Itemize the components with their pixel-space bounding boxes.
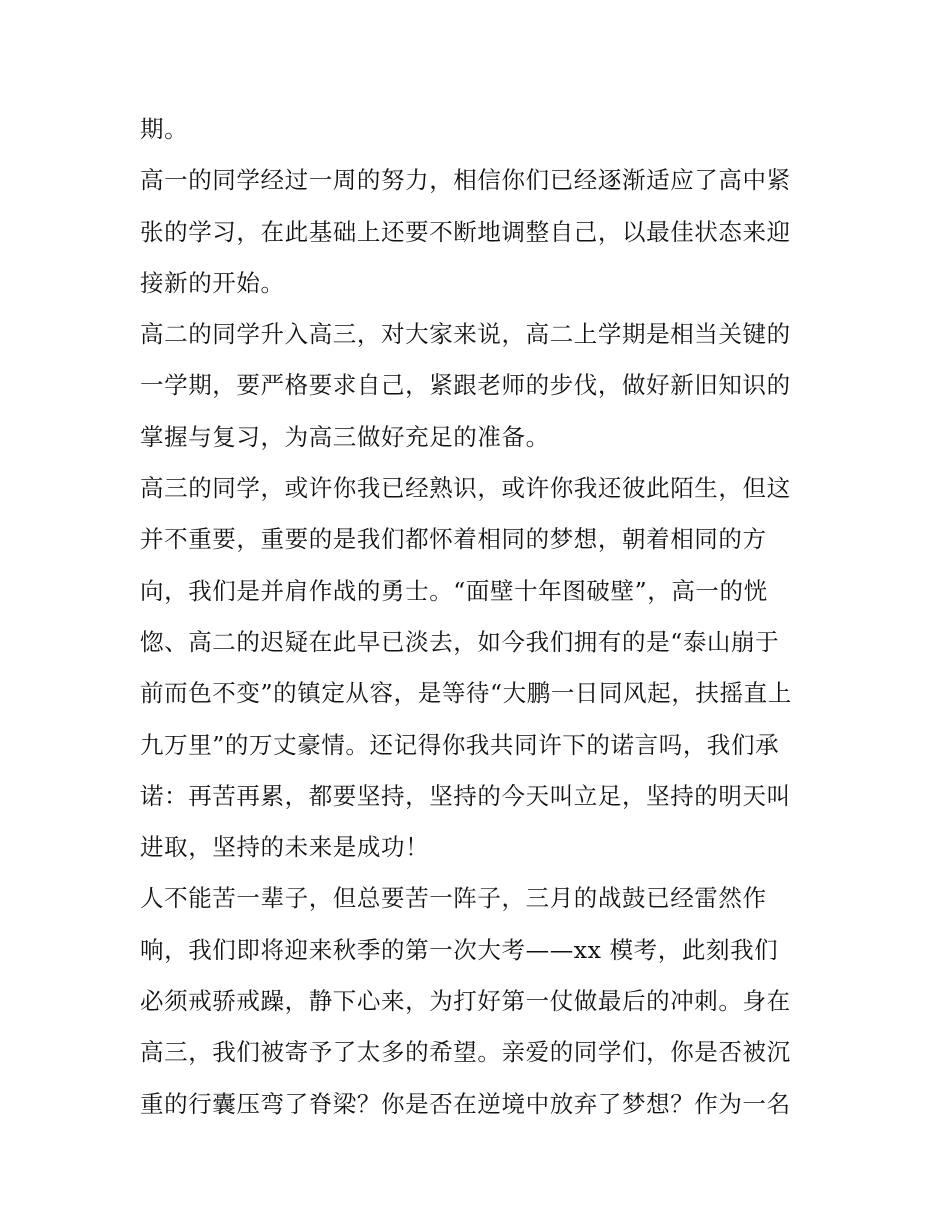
text-line: 人不能苦一辈子，但总要苦一阵子，三月的战鼓已经雷然作 — [140, 884, 767, 913]
text-line: 高一的同学经过一周的努力，相信你们已经逐渐适应了高中紧 — [140, 166, 791, 195]
text-line: 期。 — [140, 115, 189, 143]
text-line: 高二的同学升入高三，对大家来说，高二上学期是相当关键的 — [140, 320, 791, 349]
text-line: 张的学习，在此基础上还要不断地调整自己，以最佳状态来迎 — [140, 217, 791, 246]
text-line: 向，我们是并肩作战的勇士。“面壁十年图破壁”，高一的恍 — [140, 576, 768, 605]
text-line: 重的行囊压弯了脊梁？你是否在逆境中放弃了梦想？作为一名 — [140, 1089, 791, 1118]
text-line: 一学期，要严格要求自己，紧跟老师的步伐，做好新旧知识的 — [140, 371, 791, 400]
text-line: 并不重要，重要的是我们都怀着相同的梦想，朝着相同的方 — [140, 525, 767, 554]
text-line: 高三的同学，或许你我已经熟识，或许你我还彼此陌生，但这 — [140, 474, 791, 503]
text-line: 诺：再苦再累，都要坚持，坚持的今天叫立足，坚持的明天叫 — [140, 781, 791, 810]
text-line: 接新的开始。 — [140, 268, 285, 297]
text-line: 惚、高二的迟疑在此早已淡去，如今我们拥有的是“泰山崩于 — [140, 627, 780, 656]
document-body — [140, 104, 820, 1130]
text-line: 响，我们即将迎来秋季的第一次大考——xx 模考，此刻我们 — [140, 935, 779, 964]
text-line: 九万里”的万丈豪情。还记得你我共同许下的诺言吗，我们承 — [140, 730, 780, 759]
text-line: 前而色不变”的镇定从容，是等待“大鹏一日同风起，扶摇直上 — [140, 679, 792, 708]
text-line: 高三，我们被寄予了太多的希望。亲爱的同学们，你是否被沉 — [140, 1038, 791, 1067]
text-line: 掌握与复习，为高三做好充足的准备。 — [140, 422, 550, 451]
text-line: 进取，坚持的未来是成功！ — [140, 833, 430, 862]
text-line: 必须戒骄戒躁，静下心来，为打好第一仗做最后的冲刺。身在 — [140, 987, 791, 1016]
